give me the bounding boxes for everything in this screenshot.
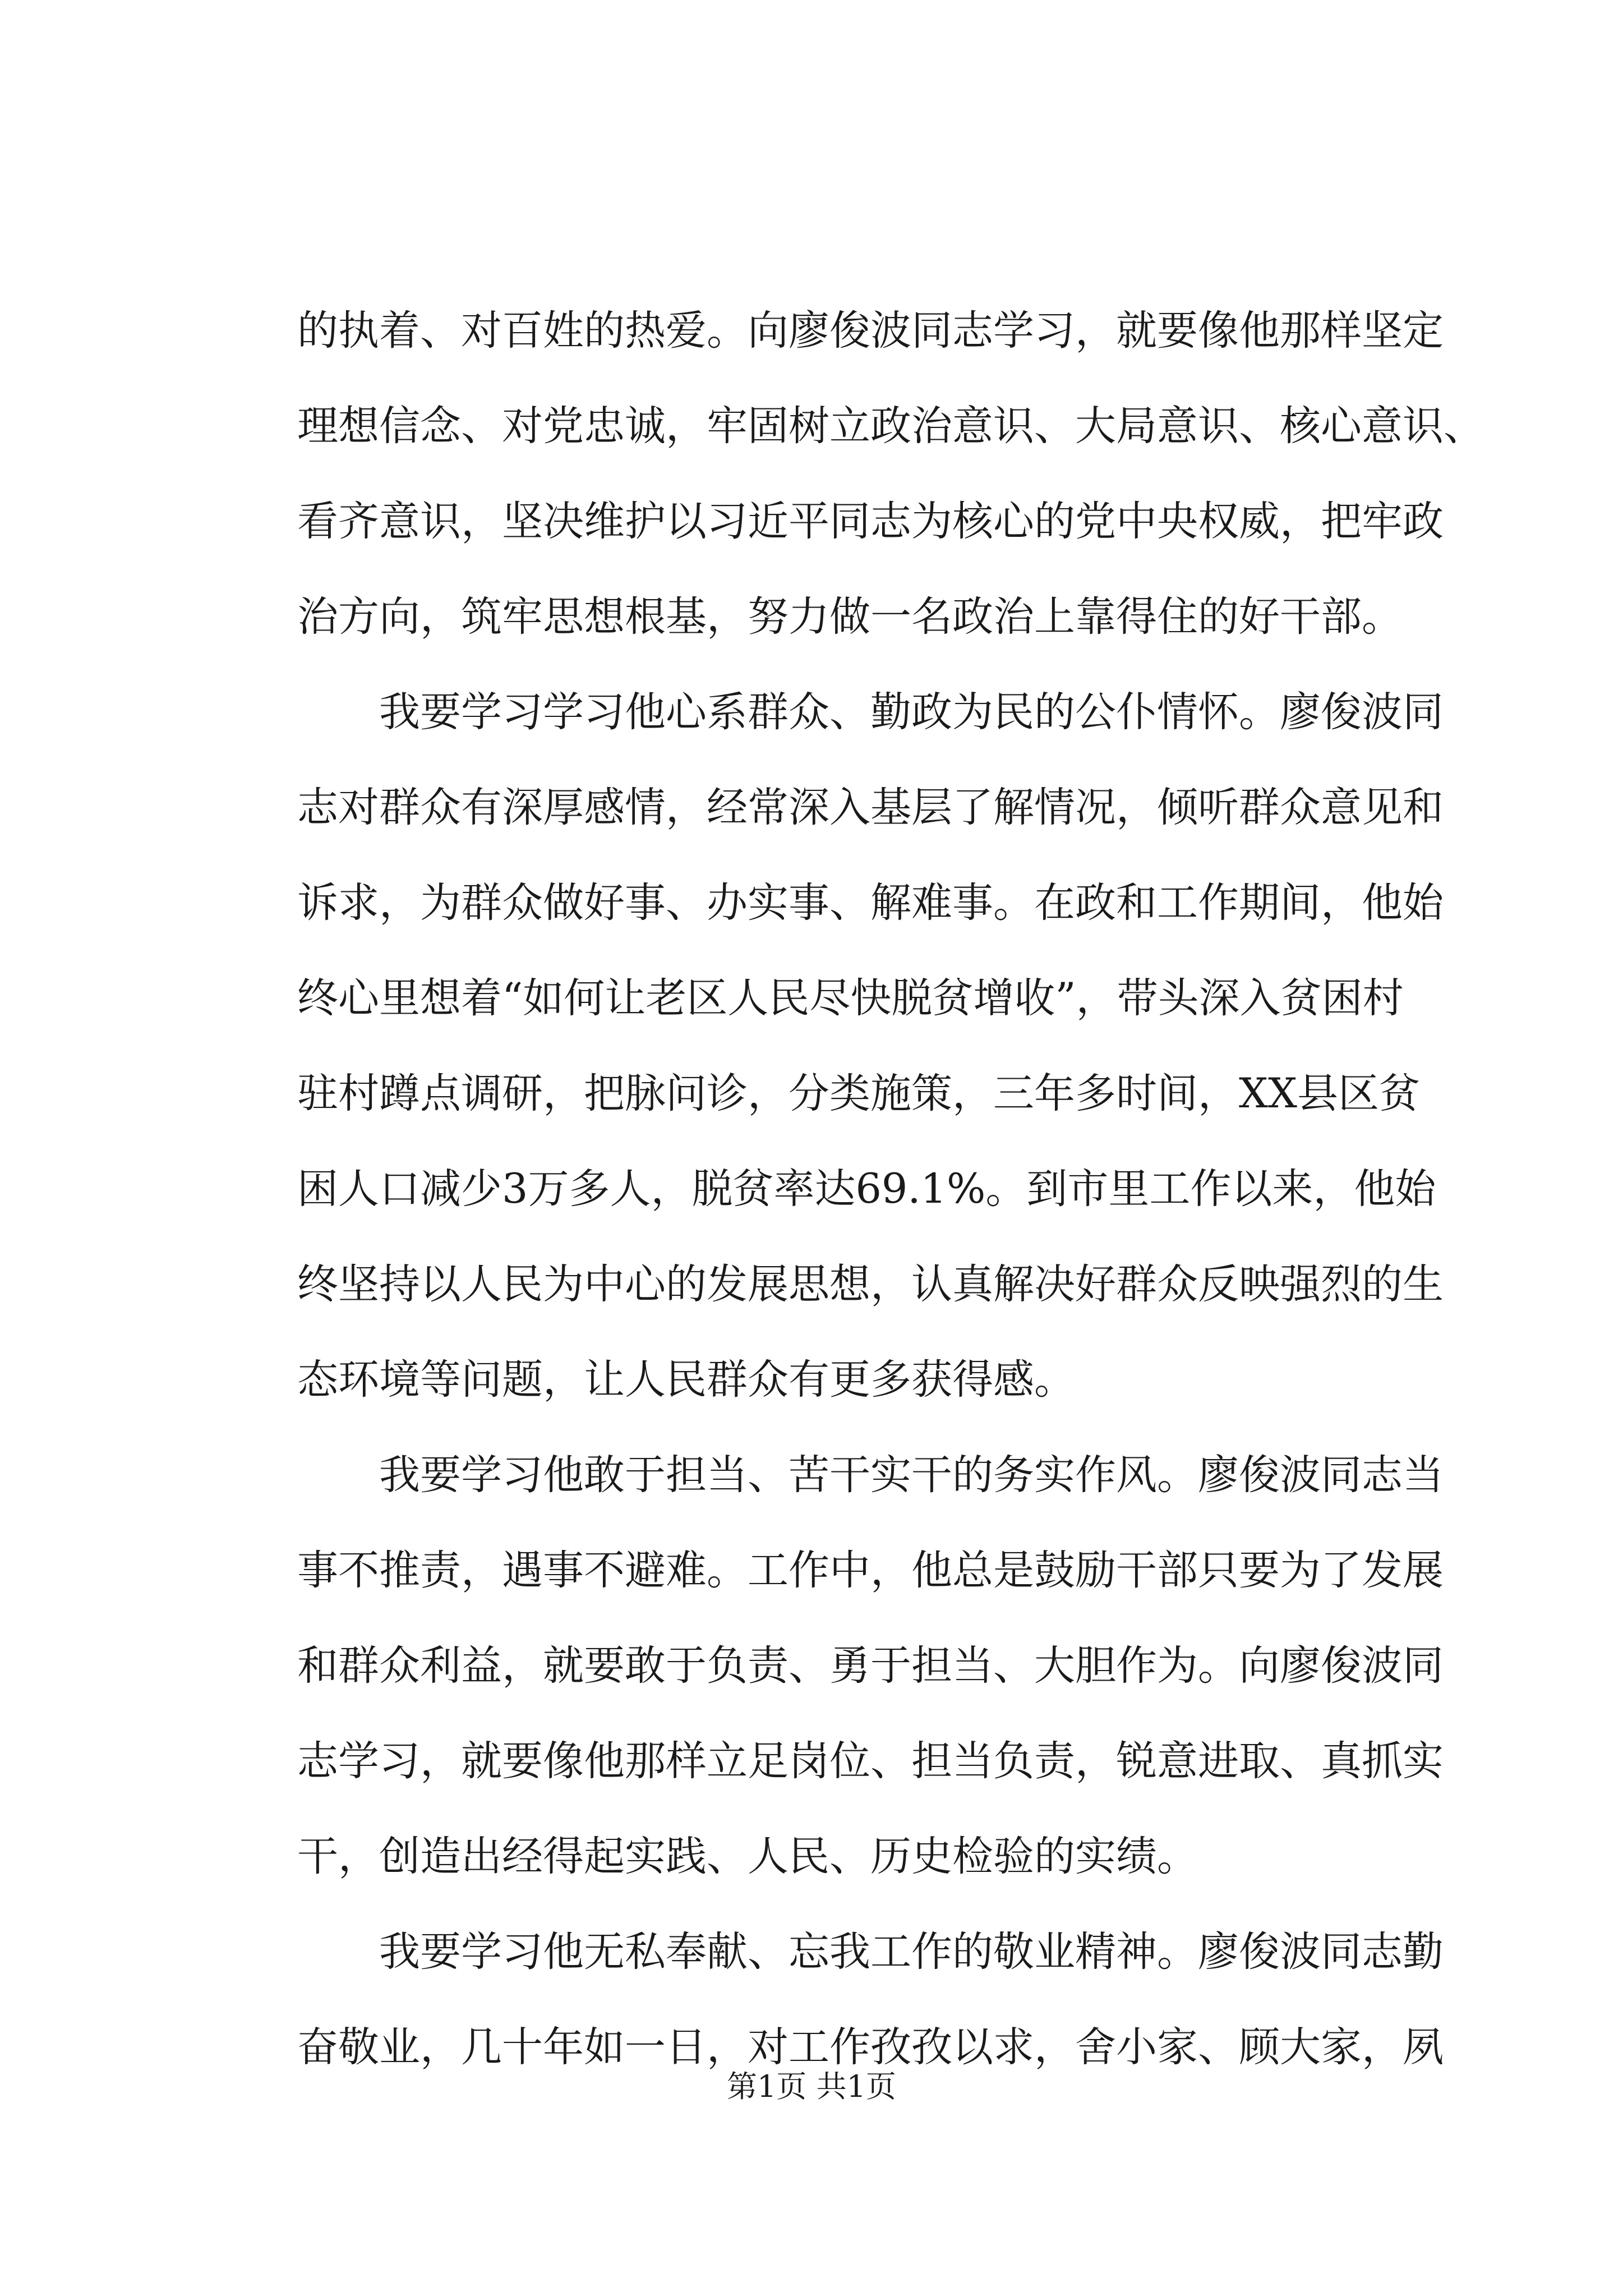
text-line: 态环境等问题，让人民群众有更多获得感。 (297, 1356, 1075, 1404)
text-line: 志学习，就要像他那样立足岗位、担当负责，锐意进取、真抓实 (297, 1737, 1444, 1785)
text-line: 看齐意识，坚决维护以习近平同志为核心的党中央权威，把牢政 (297, 498, 1444, 545)
text-line: 志对群众有深厚感情，经常深入基层了解情况，倾听群众意见和 (297, 784, 1444, 831)
text-line: 治方向，筑牢思想根基，努力做一名政治上靠得住的好干部。 (297, 593, 1403, 641)
text-line: 我要学习他无私奉献、忘我工作的敬业精神。廖俊波同志勤 (297, 1928, 1444, 1976)
text-line: 驻村蹲点调研，把脉问诊，分类施策，三年多时间，XX县区贫 (297, 1070, 1420, 1117)
text-line: 终坚持以人民为中心的发展思想，认真解决好群众反映强烈的生 (297, 1260, 1444, 1308)
text-line: 我要学习他敢于担当、苦干实干的务实作风。廖俊波同志当 (297, 1451, 1444, 1499)
text-line: 的执着、对百姓的热爱。向廖俊波同志学习，就要像他那样坚定 (297, 307, 1444, 355)
text-line: 事不推责，遇事不避难。工作中，他总是鼓励干部只要为了发展 (297, 1547, 1444, 1594)
text-line: 我要学习学习他心系群众、勤政为民的公仆情怀。廖俊波同 (297, 688, 1444, 736)
text-line: 诉求，为群众做好事、办实事、解难事。在政和工作期间，他始 (297, 879, 1444, 927)
text-line: 理想信念、对党忠诚，牢固树立政治意识、大局意识、核心意识、 (297, 402, 1484, 450)
page-footer: 第1页 共1页 (727, 2069, 896, 2104)
text-line: 干，创造出经得起实践、人民、历史检验的实绩。 (297, 1833, 1198, 1880)
text-line: 奋敬业，几十年如一日，对工作孜孜以求，舍小家、顾大家，夙 (297, 2023, 1444, 2071)
text-line: 困人口减少3万多人，脱贫率达69.1%。到市里工作以来，他始 (297, 1165, 1436, 1213)
text-line: 终心里想着“如何让老区人民尽快脱贫增收”，带头深入贫困村 (297, 974, 1404, 1022)
text-line: 和群众利益，就要敢于负责、勇于担当、大胆作为。向廖俊波同 (297, 1642, 1444, 1690)
